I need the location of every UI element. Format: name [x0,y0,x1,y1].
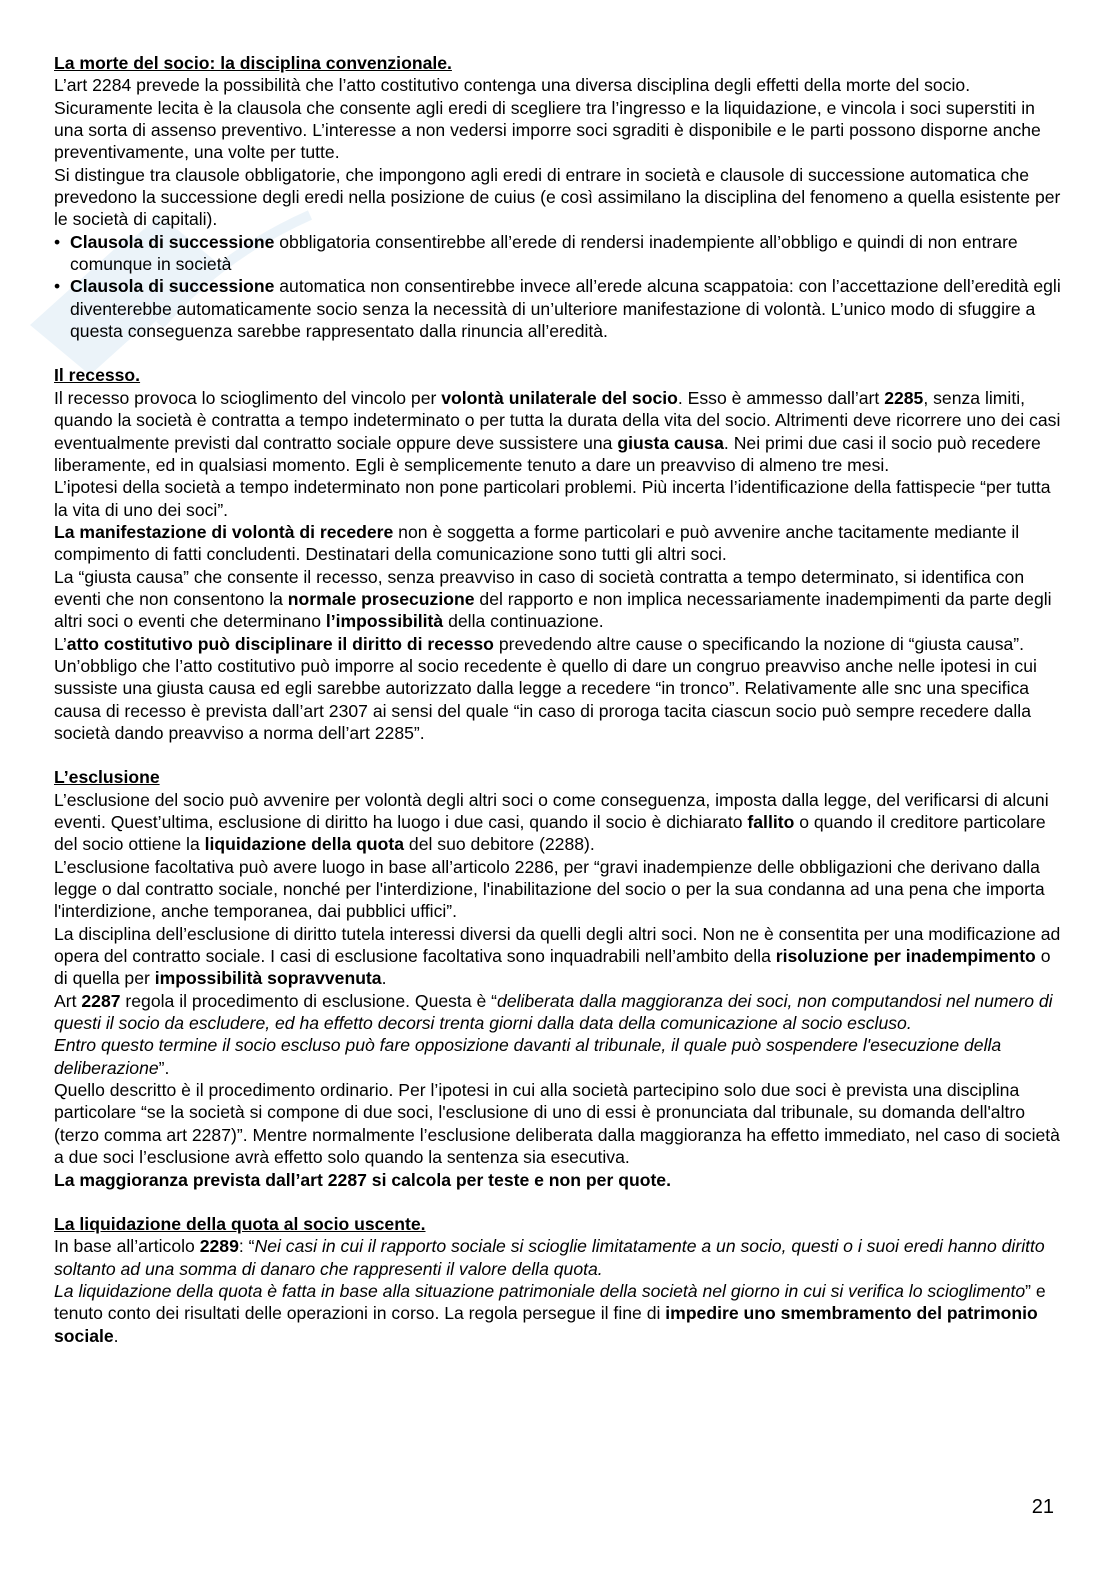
paragraph: La manifestazione di volontà di recedere non è soggetta a forme particolari e può avvenire anche tacitamente mediante il compimento di fatti concludenti. Destinatari della comunicazione sono tutti gli altri soci. [54,521,1020,565]
section-title-liquidazione: La liquidazione della quota al socio uscente. [54,1213,426,1234]
paragraph: La “giusta causa” che consente il recesso, senza preavviso in caso di società contratta a tempo determinato, si identifica con eventi che non consentono la normale prosecuzione del rapporto e non implica necessariamente inadempimenti da parte degli altri soci o eventi che determinano l’impossibilità della continuazione. [54,566,1052,632]
document-page [54,52,1064,1347]
paragraph: Il recesso provoca lo scioglimento del vincolo per volontà unilaterale del socio. Esso è ammesso dall’art 2285, senza limiti, quando la società è contratta a tempo indeterminato o per tutta la durata della vita del socio. Altrimenti deve ricorrere uno dei casi eventualmente previsti dal contratto sociale oppure deve sussistere una giusta causa. Nei primi due casi il socio può recedere liberamente, ed in qualsiasi momento. Egli è semplicemente tenuto a dare un preavviso di almeno tre mesi. [54,387,1061,475]
paragraph: Quello descritto è il procedimento ordinario. Per l’ipotesi in cui alla società partecipino solo due soci è prevista una disciplina particolare “se la società si compone di due soci, l'esclusione di uno di essi è pronunciata dal tribunale, su domanda dell'altro (terzo comma art 2287)”. Mentre normalmente l’esclusione deliberata dalla maggioranza ha effetto immediato, nel caso di società a due soci l’esclusione avrà effetto solo quando la sentenza sia esecutiva. [54,1080,1060,1168]
section-title-recesso: Il recesso. [54,365,141,386]
section-title-esclusione: L’esclusione [54,767,160,788]
paragraph: La liquidazione della quota è fatta in base alla situazione patrimoniale della società nel giorno in cui si verifica lo scioglimento” e tenuto conto dei risultati delle operazioni in corso. La regola persegue il fine di impedire uno smembramento del patrimonio sociale. [54,1280,1046,1346]
paragraph: L’esclusione del socio può avvenire per volontà degli altri soci o come conseguenza, imposta dalla legge, del verificarsi di alcuni eventi. Quest’ultima, esclusione di diritto ha luogo i due casi, quando il socio è dichiarato fallito o quando il creditore particolare del socio ottiene la liquidazione della quota del suo debitore (2288). [54,789,1049,855]
paragraph: Art 2287 regola il procedimento di esclusione. Questa è “deliberata dalla maggioranza dei soci, non computandosi nel numero di questi il socio da escludere, ed ha effetto decorsi trenta giorni dalla data della comunicazione al socio escluso. [54,990,1053,1034]
list-item: • Clausola di successione automatica non consentirebbe invece all’erede alcuna scappatoia: con l’accettazione dell’eredità egli diventerebbe automaticamente socio senza la necessità di un’ulteriore manifestazione di volontà. L’unico modo di sfuggire a questa conseguenza sarebbe rappresentato dalla rinuncia all’eredità. [54,275,1064,342]
paragraph: L’atto costitutivo può disciplinare il diritto di recesso prevedendo altre cause o specificando la nozione di “giusta causa”. Un’obbligo che l’atto costitutivo può imporre al socio recedente è quello di dare un congruo preavviso anche nelle ipotesi in cui sussiste una giusta causa ed egli sarebbe autorizzato dalla legge a recedere “in tronco”. Relativamente alle snc una specifica causa di recesso è prevista dall’art 2307 ai sensi del quale “in caso di proroga tacita ciascun socio può sempre recedere dalla società dando preavviso a norma dell’art 2285”. [54,633,1037,743]
paragraph: L’esclusione facoltativa può avere luogo in base all’articolo 2286, per “gravi inadempienze delle obbligazioni che derivano dalla legge o dal contratto sociale, nonché per l'interdizione, l'inabilitazione del socio o per la sua condanna ad una pena che importa l'interdizione, anche temporanea, dai pubblici uffici”. [54,856,1045,922]
bullet-list [54,231,1064,343]
paragraph: Entro questo termine il socio escluso può fare opposizione davanti al tribunale, il quale può sospendere l'esecuzione della deliberazione”. [54,1035,1002,1078]
paragraph: L’ipotesi della società a tempo indeterminato non pone particolari problemi. Più incerta l’identificazione della fattispecie “per tutta la vita di uno dei soci”. [54,477,1051,520]
list-item: • Clausola di successione obbligatoria consentirebbe all’erede di rendersi inadempiente all’obbligo e quindi di non entrare comunque in società [54,231,1064,276]
paragraph: Si distingue tra clausole obbligatorie, che impongono agli eredi di entrare in società e clausole di successione automatica che prevedono la successione degli eredi nella posizione de cuius (e così assimilano la disciplina del fenomeno a quella esistente per le società di capitali). [54,164,1061,230]
section-title-morte-socio: La morte del socio: la disciplina convenzionale. [54,53,452,73]
paragraph: L’art 2284 prevede la possibilità che l’atto costitutivo contenga una diversa disciplina degli effetti della morte del socio. Sicuramente lecita è la clausola che consente agli eredi di scegliere tra l’ingresso e la liquidazione, e vincola i soci superstiti in una sorta di assenso preventivo. L’interesse a non vedersi imporre soci sgraditi è disponibile e le parti possono disporne anche preventivamente, una volte per tutte. [54,75,1041,163]
page-number: 21 [1031,1496,1054,1518]
paragraph: La disciplina dell’esclusione di diritto tutela interessi diversi da quelli degli altri soci. Non ne è consentita per una modificazione ad opera del contratto sociale. I casi di esclusione facoltativa sono inquadrabili nell’ambito della risoluzione per inadempimento o di quella per impossibilità sopravvenuta. [54,923,1061,989]
paragraph: In base all’articolo 2289: “Nei casi in cui il rapporto sociale si scioglie limitatamente a un socio, questi o i suoi eredi hanno diritto soltanto ad una somma di danaro che rappresenti il valore della quota. [54,1236,1045,1279]
paragraph: La maggioranza prevista dall’art 2287 si calcola per teste e non per quote. [54,1169,671,1190]
